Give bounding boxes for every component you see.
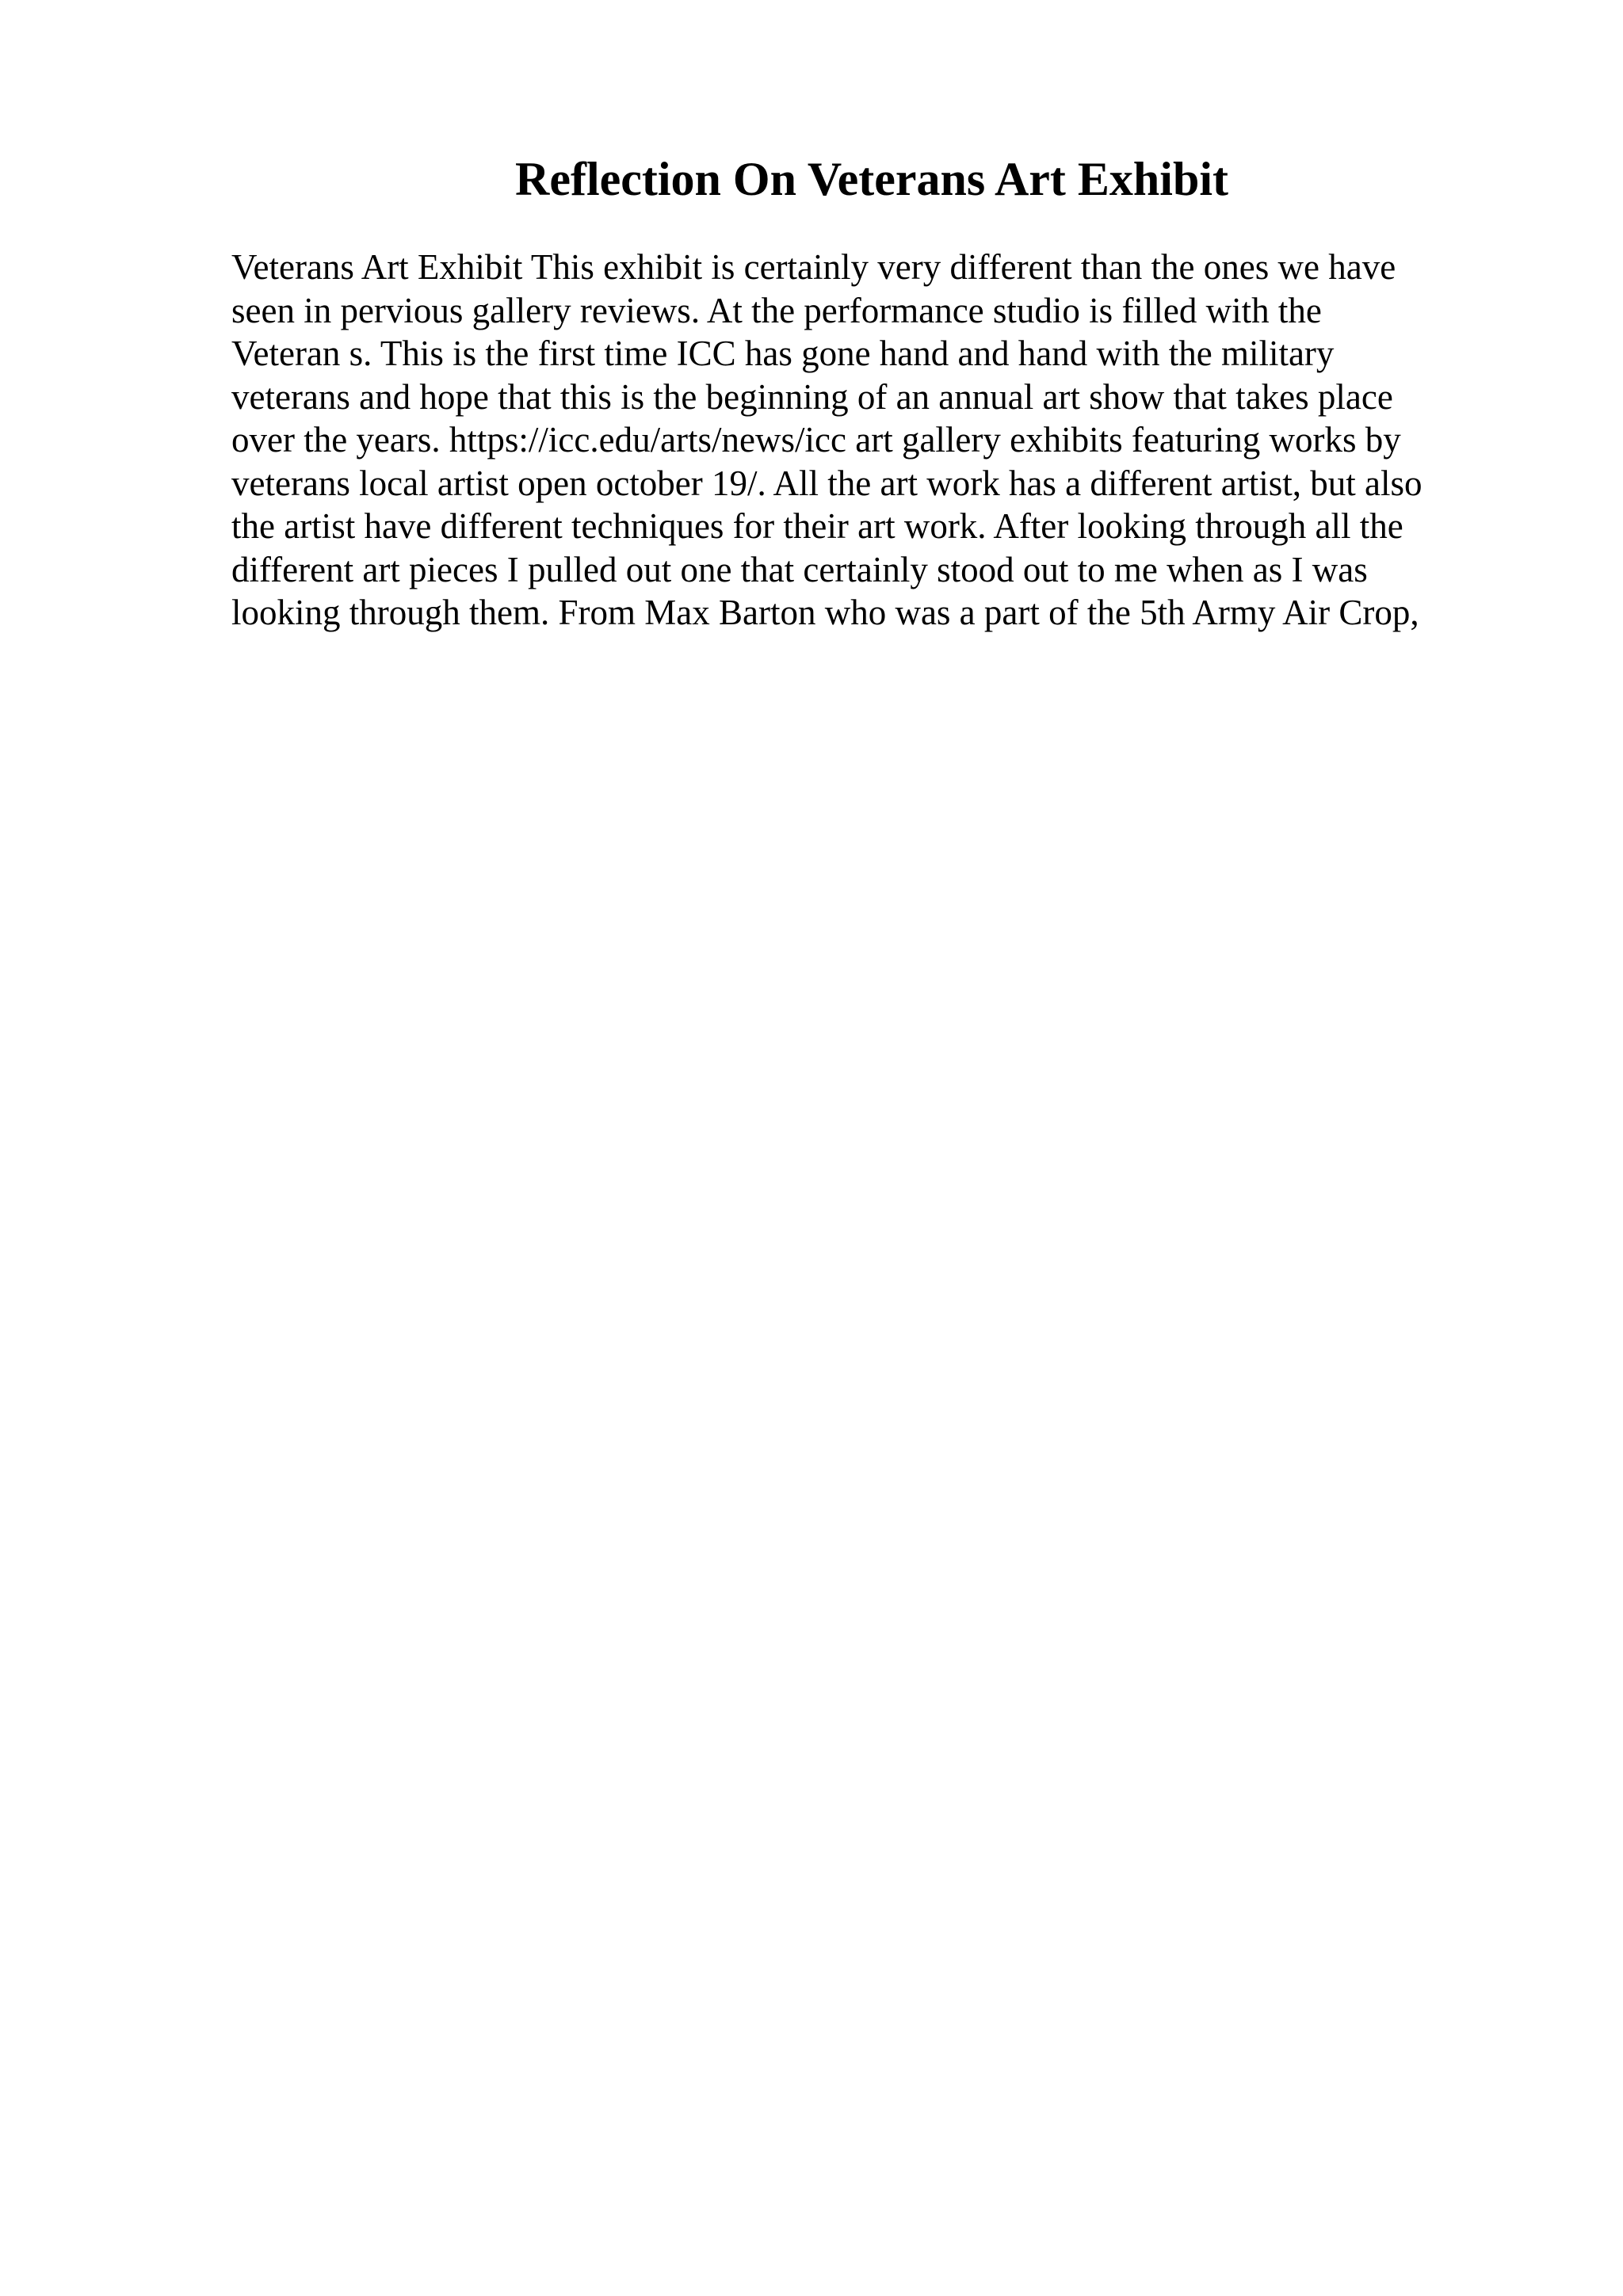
body-line: over the years. https://icc.edu/arts/news/icc art gallery exhibits featuring works by: [231, 420, 1401, 460]
body-line: Veteran s. This is the first time ICC has gone hand and hand with the military: [231, 334, 1335, 373]
body-line: veterans and hope that this is the beginning of an annual art show that takes place: [231, 376, 1393, 417]
document-title: Reflection On Veterans Art Exhibit: [515, 153, 1228, 205]
document-body: [231, 246, 1484, 635]
body-line: seen in pervious gallery reviews. At the performance studio is filled with the: [231, 290, 1322, 330]
body-line: different art pieces I pulled out one that certainly stood out to me when as I was: [231, 549, 1368, 589]
body-line: veterans local artist open october 19/. All the art work has a different artist, but also: [231, 463, 1423, 503]
body-line: the artist have different techniques for their art work. After looking through all the: [231, 506, 1403, 546]
body-line: looking through them. From Max Barton who was a part of the 5th Army Air Crop,: [231, 593, 1419, 632]
body-line: Veterans Art Exhibit This exhibit is certainly very different than the ones we have: [231, 247, 1396, 287]
